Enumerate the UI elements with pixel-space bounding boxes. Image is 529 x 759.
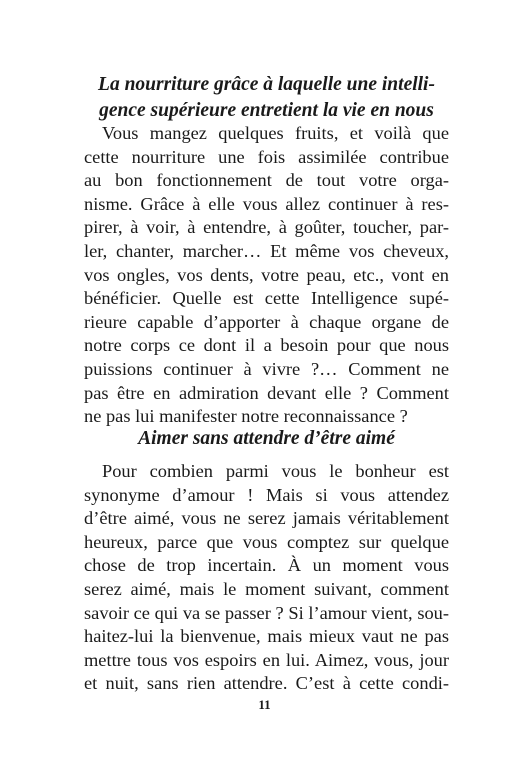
text-line: Pour combien parmi vous le bonheur est (102, 461, 449, 481)
text-line: ler, chanter, marcher… Et même vos cheveux, (84, 240, 449, 261)
paragraph-aimer (84, 460, 449, 696)
heading-line: La nourriture grâce à laquelle une intelli- (98, 74, 435, 95)
text-line: mettre tous vos espoirs en lui. Aimez, vous, jour (84, 649, 449, 670)
text-line: chose de trop incertain. À un moment vous (84, 555, 449, 576)
text-line: nisme. Grâce à elle vous allez continuer à res- (84, 193, 449, 214)
text-line: bénéficier. Quelle est cette Intelligence supé- (84, 288, 449, 309)
heading-line: Aimer sans attendre d’être aimé (138, 428, 395, 449)
text-line: Vous mangez quelques fruits, et voilà que (102, 123, 449, 143)
heading-line: gence supérieure entretient la vie en nous (99, 100, 434, 121)
text-line: savoir ce qui va se passer ? Si l’amour vient, sou- (84, 602, 449, 623)
section-heading-aimer (84, 426, 449, 452)
text-line: vos ongles, vos dents, votre peau, etc., vont en (84, 264, 449, 285)
text-line: rieure capable d’apporter à chaque organe de (84, 311, 449, 332)
text-line: pirer, à voir, à entendre, à goûter, toucher, par- (84, 217, 449, 238)
text-line: puissions continuer à vivre ?… Comment ne (84, 358, 449, 379)
text-line: et nuit, sans rien attendre. C’est à cette condi- (84, 673, 449, 694)
text-line: au bon fonctionnement de tout votre orga- (84, 170, 449, 191)
text-line: ne pas lui manifester notre reconnaissance ? (84, 406, 408, 427)
text-line: synonyme d’amour ! Mais si vous attendez (84, 484, 449, 505)
paragraph-nourriture (84, 122, 449, 429)
text-line: serez aimé, mais le moment suivant, comment (84, 578, 449, 599)
text-line: d’être aimé, vous ne serez jamais véritablement (84, 508, 449, 529)
text-line: pas être en admiration devant elle ? Comment (84, 382, 449, 403)
section-heading-nourriture (84, 72, 449, 124)
page-number: 11 (258, 697, 271, 712)
text-line: heureux, parce que vous comptez sur quelque (84, 531, 449, 552)
text-line: notre corps ce dont il a besoin pour que nous (84, 335, 449, 356)
text-line: cette nourriture une fois assimilée contribue (84, 146, 449, 167)
text-line: haitez-lui la bienvenue, mais mieux vaut ne pas (84, 626, 449, 647)
